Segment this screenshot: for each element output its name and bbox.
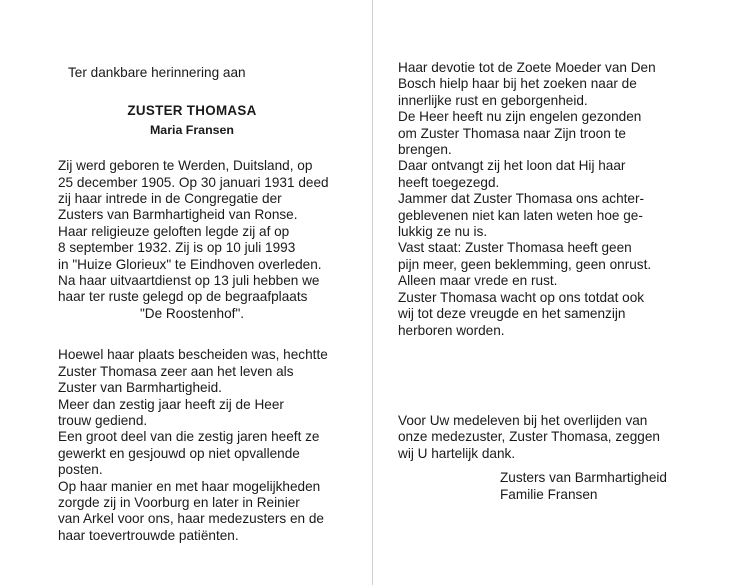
text-line: Meer dan zestig jaar heeft zij de Heer bbox=[58, 396, 284, 412]
text-line: trouw gediend. bbox=[58, 412, 148, 428]
text-line: Een groot deel van die zestig jaren heeft ze bbox=[58, 429, 320, 445]
text-line: Bosch hielp haar bij het zoeken naar de bbox=[398, 76, 637, 92]
text-line: Zij werd geboren te Werden, Duitsland, op bbox=[58, 158, 313, 174]
text-line: Op haar manier en met haar mogelijkheden bbox=[58, 478, 321, 494]
text-line: Zuster van Barmhartigheid. bbox=[58, 380, 222, 396]
text-line: onze medezuster, Zuster Thomasa, zeggen bbox=[398, 429, 660, 445]
life-paragraph bbox=[58, 347, 326, 544]
deceased-name: ZUSTER THOMASA bbox=[127, 103, 257, 119]
signature-line: Zusters van Barmhartigheid bbox=[500, 470, 667, 486]
text-line: wij U hartelijk dank. bbox=[398, 445, 516, 461]
text-line: Hoewel haar plaats bescheiden was, hechtte bbox=[58, 347, 328, 363]
text-line: Haar religieuze geloften legde zij af op bbox=[58, 223, 290, 239]
intro-line: Ter dankbare herinnering aan bbox=[68, 65, 246, 80]
text-line: Zusters van Barmhartigheid van Ronse. bbox=[58, 207, 298, 223]
text-line: om Zuster Thomasa naar Zijn troon te bbox=[398, 125, 626, 141]
text-line: Haar devotie tot de Zoete Moeder van Den bbox=[398, 60, 656, 75]
text-line: zorgde zij in Voorburg en later in Reinier bbox=[58, 494, 300, 510]
text-line: brengen. bbox=[398, 142, 452, 158]
text-line: haar ter ruste gelegd op de begraafplaats bbox=[58, 289, 308, 305]
text-line: heeft toegezegd. bbox=[398, 174, 500, 190]
thanks-paragraph bbox=[398, 413, 688, 462]
text-line: Jammer dat Zuster Thomasa ons achter- bbox=[398, 191, 645, 207]
text-line: Alleen maar vrede en rust. bbox=[398, 273, 558, 289]
text-line: van Arkel voor ons, haar medezusters en de bbox=[58, 511, 324, 527]
text-line: in "Huize Glorieux" te Eindhoven overleden. bbox=[58, 256, 322, 272]
text-line: wij tot deze vreugde en het samenzijn bbox=[398, 306, 626, 322]
fold-line bbox=[372, 0, 373, 585]
text-line: lukkig ze nu is. bbox=[398, 224, 488, 240]
text-line: gewerkt en gesjouwd op niet opvallende bbox=[58, 445, 300, 461]
text-line: Daar ontvangt zij het loon dat Hij haar bbox=[398, 158, 626, 174]
text-line: 8 september 1932. Zij is op 10 juli 1993 bbox=[58, 240, 296, 256]
text-line: innerlijke rust en geborgenheid. bbox=[398, 92, 588, 108]
text-line: zij haar intrede in de Congregatie der bbox=[58, 191, 282, 207]
signature-line: Familie Fransen bbox=[500, 486, 598, 502]
text-line: posten. bbox=[58, 462, 103, 478]
cemetery-name: "De Roostenhof". bbox=[139, 305, 245, 321]
text-line: pijn meer, geen beklemming, geen onrust. bbox=[398, 256, 652, 272]
text-line: Zuster Thomasa wacht op ons totdat ook bbox=[398, 289, 645, 305]
text-line: De Heer heeft nu zijn engelen gezonden bbox=[398, 109, 642, 125]
text-line: Vast staat: Zuster Thomasa heeft geen bbox=[398, 240, 632, 256]
text-line: geblevenen niet kan laten weten hoe ge- bbox=[398, 207, 643, 223]
biography-paragraph bbox=[58, 158, 329, 306]
text-line: Na haar uitvaartdienst op 13 juli hebben we bbox=[58, 273, 320, 289]
text-line: Zuster Thomasa zeer aan het leven als bbox=[58, 363, 294, 379]
signature-block bbox=[398, 470, 688, 503]
devotion-paragraph bbox=[398, 60, 688, 339]
left-panel bbox=[58, 60, 329, 544]
right-panel bbox=[398, 60, 688, 503]
deceased-civil-name: Maria Fransen bbox=[149, 122, 234, 137]
text-line: herboren worden. bbox=[398, 322, 505, 338]
text-line: 25 december 1905. Op 30 januari 1931 deed bbox=[58, 174, 329, 190]
text-line: haar toevertrouwde patiënten. bbox=[58, 527, 239, 543]
text-line: Voor Uw medeleven bij het overlijden van bbox=[398, 412, 648, 428]
